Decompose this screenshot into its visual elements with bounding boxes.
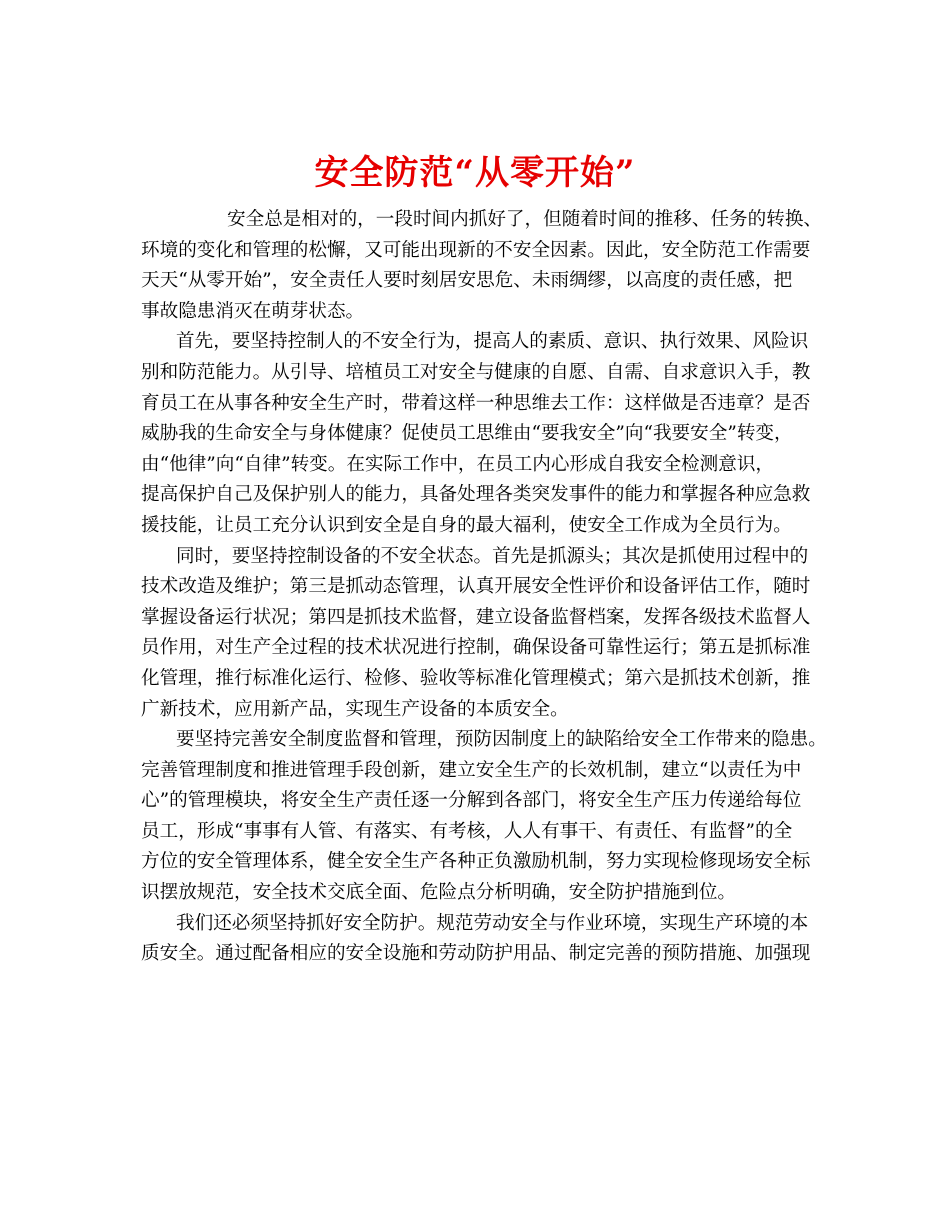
text-line: 技术改造及维护；第三是抓动态管理，认真开展安全性评价和设备评估工作，随时 [141, 576, 811, 598]
paragraph-people-behavior [141, 327, 821, 541]
text-line: 心”的管理模块，将安全生产责任逐一分解到各部门，将安全生产压力传递给每位 [141, 790, 802, 812]
text-line: 由“他律”向“自律”转变。在实际工作中，在员工内心形成自我安全检测意识， [141, 453, 775, 475]
document-body [141, 205, 827, 970]
text-line: 援技能，让员工充分认识到安全是自身的最大福利，使安全工作成为全员行为。 [141, 514, 792, 536]
text-line: 化管理，推行标准化运行、检修、验收等标准化管理模式；第六是抓技术创新，推 [141, 667, 811, 689]
text-line: 威胁我的生命安全与身体健康？促使员工思维由“要我安全”向“我要安全”转变， [141, 423, 793, 445]
text-line: 质安全。通过配备相应的安全设施和劳动防护用品、制定完善的预防措施、加强现 [141, 943, 811, 965]
text-line: 要坚持完善安全制度监督和管理，预防因制度上的缺陷给安全工作带来的隐患。 [176, 729, 827, 751]
paragraph-safety-protection [141, 909, 821, 970]
text-line: 广新技术，应用新产品，实现生产设备的本质安全。 [141, 698, 569, 720]
text-line: 环境的变化和管理的松懈，又可能出现新的不安全因素。因此，安全防范工作需要 [141, 239, 811, 261]
text-line: 提高保护自己及保护别人的能力，具备处理各类突发事件的能力和掌握各种应急救 [141, 484, 811, 506]
text-line: 员工，形成“事事有人管、有落实、有考核，人人有事干、有责任、有监督”的全 [141, 820, 793, 842]
text-line: 我们还必须坚持抓好安全防护。规范劳动安全与作业环境，实现生产环境的本 [176, 912, 809, 934]
text-line: 育员工在从事各种安全生产时，带着这样一种思维去工作：这样做是否违章？是否 [141, 392, 811, 414]
text-line: 同时，要坚持控制设备的不安全状态。首先是抓源头；其次是抓使用过程中的 [176, 545, 809, 567]
text-line: 别和防范能力。从引导、培植员工对安全与健康的自愿、自需、自求意识入手，教 [141, 361, 811, 383]
text-line: 员作用，对生产全过程的技术状况进行控制，确保设备可靠性运行；第五是抓标准 [141, 637, 811, 659]
paragraph-equipment-state [141, 542, 821, 726]
document-title: 安全防范“从零开始” [314, 152, 636, 193]
paragraph-safety-system [141, 725, 827, 909]
text-line: 首先，要坚持控制人的不安全行为，提高人的素质、意识、执行效果、风险识 [176, 331, 809, 353]
text-line: 完善管理制度和推进管理手段创新，建立安全生产的长效机制，建立“以责任为中 [141, 759, 802, 781]
text-line: 安全总是相对的，一段时间内抓好了，但随着时间的推移、任务的转换、 [227, 209, 823, 230]
text-line: 天天“从零开始”，安全责任人要时刻居安思危、未雨绸缪，以高度的责任感，把 [141, 270, 793, 292]
text-line: 掌握设备运行状况；第四是抓技术监督，建立设备监督档案，发挥各级技术监督人 [141, 606, 811, 628]
paragraph-intro [141, 205, 821, 327]
text-line: 方位的安全管理体系，健全安全生产各种正负激励机制，努力实现检修现场安全标 [141, 851, 811, 873]
text-line: 识摆放规范，安全技术交底全面、危险点分析明确，安全防护措施到位。 [141, 882, 737, 904]
text-line: 事故隐患消灭在萌芽状态。 [141, 300, 365, 322]
